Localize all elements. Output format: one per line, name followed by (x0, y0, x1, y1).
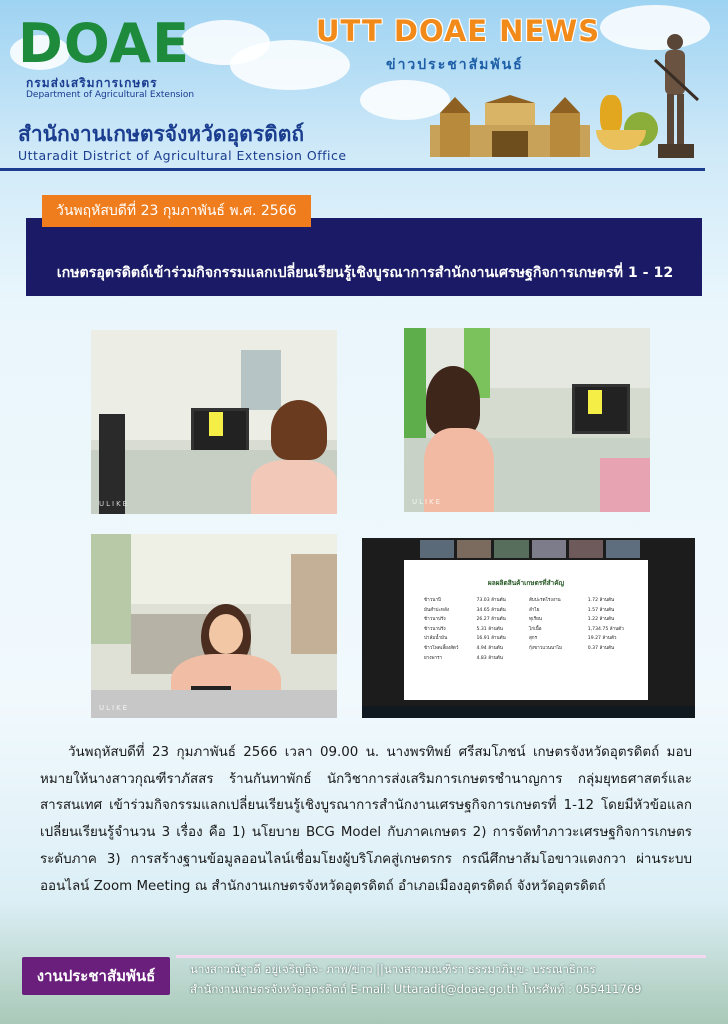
office-name-thai: สำนักงานเกษตรจังหวัดอุตรดิตถ์ (18, 122, 305, 146)
pineapple-icon (600, 95, 622, 135)
news-title: UTT DOAE NEWS (316, 14, 601, 48)
date-tab: วันพฤหัสบดีที่ 23 กุมภาพันธ์ พ.ศ. 2566 (42, 195, 311, 227)
slide-table-cell: 19.27 ล้านตัว (587, 636, 617, 642)
slide-table-cell: ข้าวนาปรัง (424, 617, 446, 623)
slide-table-cell: มันสำปะหลัง (424, 607, 450, 613)
headline: เกษตรอุตรดิตถ์เข้าร่วมกิจกรรมแลกเปลี่ยนเรียนรู้เชิงบูรณาการสำนักงานเศรษฐกิจการเกษตรที่ 1 - 12 (56, 265, 674, 281)
slide-title: ผลผลิตสินค้าเกษตรที่สำคัญ (487, 579, 565, 587)
article-paragraph: วันพฤหัสบดีที่ 23 กุมภาพันธ์ 2566 เวลา 09.00 น. นางพรทิพย์ ศรีสมโภชน์ เกษตรจังหวัดอุตรดิตถ์ มอบหมายให้นางสาวกุณฑีราภัสสร ร้านกันทาพักธ์ นักวิชาการส่งเสริมการเกษตรชำนาญการ กลุ่มยุทธศาสตร์และสารสนเทศ เข้าร่วมกิจกรรมแลกเปลี่ยนเรียนรู้เชิงบูรณาการสำนักงานเศรษฐกิจการเกษตรที่ 1-12 โดยมีหัวข้อแลกเปลี่ยนเรียนรู้จำนวน 3 เรื่อง คือ 1) นโยบาย BCG Model กับภาคเกษตร 2) การจัดทำภาวะเศรษฐกิจการเกษตรระดับภาค 3) การสร้างฐานข้อมูลออนไลน์เชื่อมโยงผู้บริโภคสู่เกษตรกร กรณีศึกษาส้มโอขาวแตงกวา ผ่านระบบออนไลน์ Zoom Meeting ณ สำนักงานเกษตรจังหวัดอุตรดิตถ์ อำเภอเมืองอุตรดิตถ์ จังหวัดอุตรดิตถ์ (40, 745, 692, 894)
slide-table-row (424, 596, 634, 606)
slide-table-cell: สุกร (529, 636, 538, 642)
footer-credits: นางสาวณัฐวดี อยู่เจริญกิจ- ภาพ/ข่าว ||นางสาวมณฑิรา ธรรมาภิมุข- บรรณาธิการ (190, 962, 596, 976)
article-body (40, 740, 692, 900)
footer-contact: สำนักงานเกษตรจังหวัดอุตรดิตถ์ E-mail: Uttaradit@doae.go.th โทรศัพท์ : 055411769 (190, 982, 642, 996)
slide-table-cell: 4.94 ล้านตัน (476, 645, 503, 651)
logo-thai-name: กรมส่งเสริมการเกษตร (26, 76, 158, 90)
office-name-english: Uttaradit District of Agricultural Extension Office (18, 148, 347, 163)
photo-watermark: ULIKE (99, 704, 130, 712)
slide-table (424, 596, 634, 663)
slide-table-cell: 1,734.75 ล้านตัว (587, 626, 624, 632)
slide-table-cell: ยางพารา (424, 655, 443, 661)
news-subtitle: ข่าวประชาสัมพันธ์ (386, 57, 524, 73)
city-gate-illustration (430, 95, 590, 157)
slide-table-row (424, 654, 634, 664)
slide-table-cell: 34.65 ล้านตัน (476, 607, 506, 613)
slide-table-cell: 5.31 ล้านตัน (476, 626, 503, 632)
footer-tag: งานประชาสัมพันธ์ (22, 957, 170, 995)
fruit-basket-icon (596, 130, 646, 150)
photo-zoom-meeting (362, 538, 695, 718)
photo-office-3 (91, 534, 337, 718)
slide-table-cell (529, 654, 588, 664)
slide-table-row (424, 644, 634, 654)
slide-table-cell: ทุเรียน (529, 617, 542, 623)
slide-table-cell: 0.37 ล้านตัน (587, 645, 615, 651)
slide-table-cell: ข้าวโพดเลี้ยงสัตว์ (424, 645, 459, 651)
photo-watermark: ULIKE (412, 498, 443, 506)
photo-office-2 (404, 328, 650, 512)
slide-table-cell: ข้าวนาปรัง (424, 626, 446, 632)
slide-table-row (424, 625, 634, 635)
slide-table-cell: 16.91 ล้านตัน (476, 636, 506, 642)
zoom-participant-strip (420, 540, 640, 558)
slide-table-cell: 1.22 ล้านตัน (587, 617, 615, 623)
slide-table-row (424, 615, 634, 625)
slide-table-cell: 1.57 ล้านตัน (587, 607, 615, 613)
slide-table-cell: สับปะรดโรงงาน (529, 598, 561, 603)
logo-english-name: Department of Agricultural Extension (26, 90, 195, 100)
photo-office-1 (91, 330, 337, 514)
warrior-statue-illustration (650, 30, 700, 158)
slide-table-cell: 4.83 ล้านตัน (476, 655, 503, 661)
slide-table-cell: 73.03 ล้านตัน (476, 598, 506, 603)
slide-table-cell: ข้าวนาปี (424, 598, 441, 603)
photo-watermark: ULIKE (99, 500, 130, 508)
slide-table-row (424, 634, 634, 644)
slide-table-cell: ไก่เนื้อ (529, 626, 542, 632)
footer-divider (176, 955, 706, 958)
slide-table-row (424, 606, 634, 616)
slide-table-cell: ปาล์มน้ำมัน (424, 636, 448, 642)
slide-table-cell: ลำไย (529, 607, 540, 613)
headline-banner (26, 218, 702, 296)
slide-table-cell: 26.27 ล้านตัน (476, 617, 506, 623)
zoom-shared-slide (404, 560, 648, 700)
header-divider (0, 168, 705, 171)
slide-table-cell: กุ้งขาวแวนนาไม (529, 645, 563, 651)
slide-table-cell (588, 654, 634, 664)
doae-logo (18, 14, 208, 104)
logo-letters: DOAE (18, 12, 190, 75)
slide-table-cell: 1.72 ล้านตัน (587, 598, 615, 603)
windows-taskbar (362, 706, 695, 718)
